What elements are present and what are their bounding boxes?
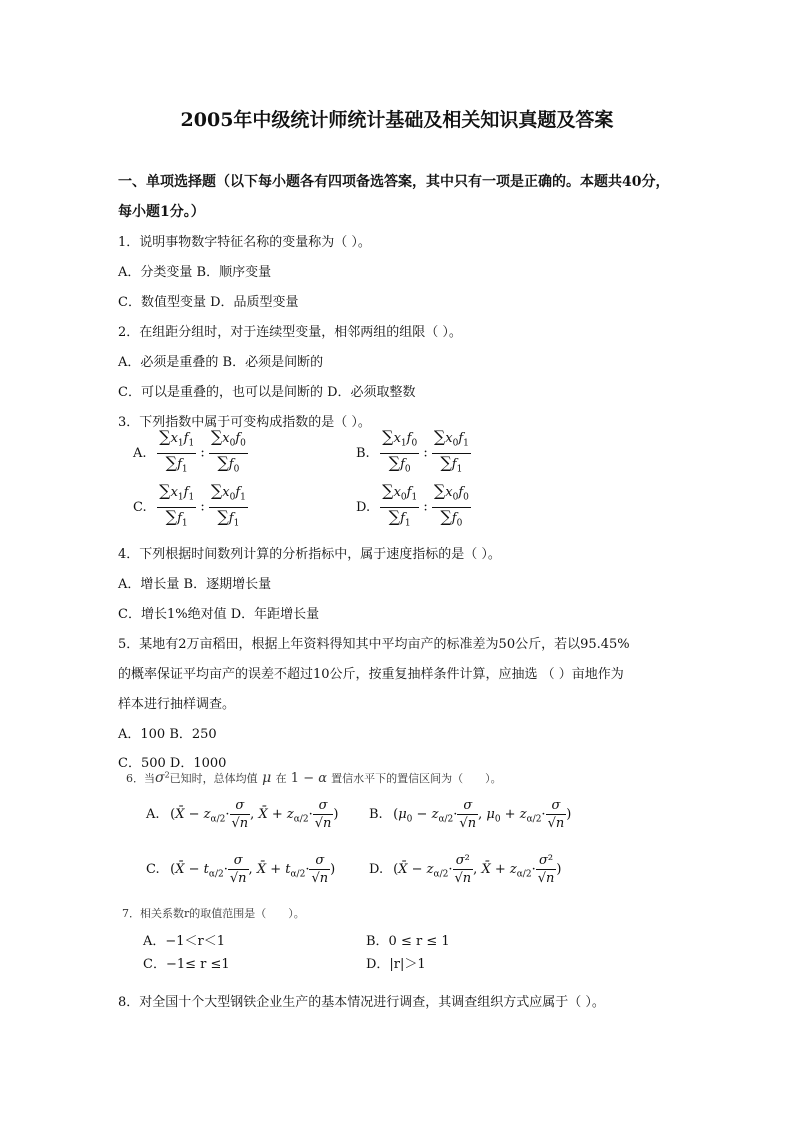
q6-option-d: D. (X̄ − $z_{\alpha/2}\cdot$ $\frac{\text{σ²}}{√n}$ , X̄ + $z_{\alpha/2}\cdot$ $\frac{\text{σ²}}{√n}$ ) xyxy=(369,853,562,886)
q2-options-cd: C．可以是重叠的，也可以是间断的 D．必须取整数 xyxy=(118,385,416,400)
q1-options-cd: C．数值型变量 D．品质型变量 xyxy=(118,295,299,310)
q4-options-cd: C．增长1%绝对值 D．年距增长量 xyxy=(118,607,320,622)
q5-options-cd: C．500 D．1000 xyxy=(118,756,227,771)
q3-option-c: C. $\frac{\sum x_1f_1}{\sum f_1}$ : $\frac{\sum x_0f_1}{\sum f_1}$ xyxy=(133,481,246,529)
q7-option-a: A．−1＜r＜1 xyxy=(143,934,226,949)
q6-option-c: C. (X̄ − $t_{\alpha/2}\cdot$ $\frac{\sigma}{√n}$ , X̄ + $t_{\alpha/2}\cdot$ $\frac{\sigma}{√n}$ ) xyxy=(146,853,336,886)
section-header-cont: 每小题1分。） xyxy=(118,204,205,220)
question-2: 2．在组距分组时，对于连续型变量，相邻两组的组限（ ）。 xyxy=(118,325,462,340)
question-8: 8．对全国十个大型钢铁企业生产的基本情况进行调查，其调查组织方式应属于（ ）。 xyxy=(118,995,605,1010)
q6-option-a: A. (X̄ − $z_{\alpha/2}\cdot$ $\frac{\sigma}{√n}$ , X̄ + $z_{\alpha/2}\cdot$ $\frac{\sigma}{√n}$ ) xyxy=(146,798,339,831)
q3-option-d: D. $\frac{\sum x_0f_1}{\sum f_1}$ : $\frac{\sum x_0f_0}{\sum f_0}$ xyxy=(356,481,469,529)
question-3: 3．下列指数中属于可变构成指数的是（ ）。 xyxy=(118,415,371,430)
q4-options-ab: A．增长量 B．逐期增长量 xyxy=(118,577,272,592)
question-5-line1: 5．某地有2万亩稻田，根据上年资料得知其中平均亩产的标准差为50公斤，若以95.45% xyxy=(118,637,630,652)
question-4: 4．下列根据时间数列计算的分析指标中，属于速度指标的是（ ）。 xyxy=(118,547,501,562)
question-5-line2: 的概率保证平均亩产的误差不超过10公斤，按重复抽样条件计算，应抽选 （ ）亩地作为 xyxy=(118,667,624,682)
q3-option-a: A. $\frac{\sum x_1f_1}{\sum f_1}$ : $\frac{\sum x_0f_0}{\sum f_0}$ xyxy=(133,427,246,475)
q6-option-b: B. ($\mu_0 - z_{\alpha/2}\cdot$ $\frac{\sigma}{√n}$ , $\mu_0 + z_{\alpha/2}\cdot$ $\frac{\sigma}{√n}$ ) xyxy=(369,798,572,831)
q1-options-ab: A．分类变量 B．顺序变量 xyxy=(118,265,272,280)
q2-options-ab: A．必须是重叠的 B．必须是间断的 xyxy=(118,355,324,370)
q3-option-b: B. $\frac{\sum x_1f_0}{\sum f_0}$ : $\frac{\sum x_0f_1}{\sum f_1}$ xyxy=(356,427,469,475)
question-1: 1．说明事物数字特征名称的变量称为（ ）。 xyxy=(118,235,371,250)
section-header: 一、单项选择题（以下每小题各有四项备选答案，其中只有一项是正确的。本题共40分， xyxy=(118,174,670,190)
question-6: 6．当$\sigma^2$已知时，总体均值 μ 在 1 − α 置信水平下的置信区间为（ ）。 xyxy=(126,770,502,786)
q7-option-c: C．−1≤ r ≤1 xyxy=(143,957,230,972)
page-title: 2005年中级统计师统计基础及相关知识真题及答案 xyxy=(180,109,614,131)
q7-option-d: D．|r|＞1 xyxy=(366,957,426,972)
question-5-line3: 样本进行抽样调查。 xyxy=(118,697,236,712)
q5-options-ab: A．100 B．250 xyxy=(118,727,217,742)
question-7: 7．相关系数r的取值范围是（ ）。 xyxy=(122,907,305,920)
q7-option-b: B．0 ≤ r ≤ 1 xyxy=(366,934,450,949)
